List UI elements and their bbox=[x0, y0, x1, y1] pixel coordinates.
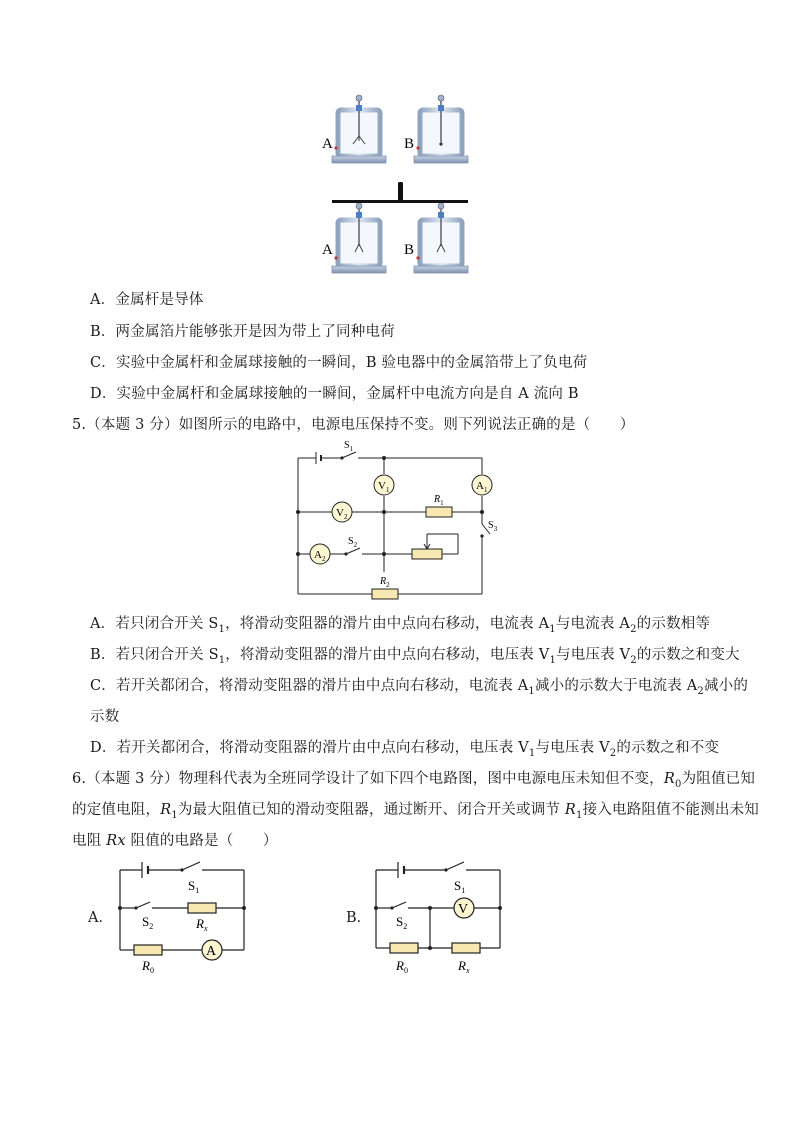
r1-label: $R_1$ bbox=[434, 494, 444, 507]
v1-meter bbox=[374, 475, 394, 495]
q6-stem-line2: 的定值电阻，$R_1$为最大阻值已知的滑动变阻器，通过断开、闭合开关或调节 $R_1$接入电路阻值不能测出未知 bbox=[72, 802, 759, 821]
label-b-bottom: B bbox=[404, 242, 415, 258]
q6a-r0-label: $R_0$ bbox=[142, 958, 154, 975]
q6-circuit-b bbox=[368, 856, 508, 976]
electroscope-b-top bbox=[414, 95, 468, 163]
q5-option-c: C．若开关都闭合，将滑动变阻器的滑片由中点向右移动，电流表 $A_1$减小的示数大于电流表 $A_2$减小的 bbox=[90, 678, 749, 697]
label-b-top: B bbox=[404, 136, 415, 152]
q6a-s2-label: $S_2$ bbox=[142, 914, 154, 931]
q4-option-b: B．两金属箔片能够张开是因为带上了同种电荷 bbox=[90, 324, 395, 340]
q4-option-d: D．实验中金属杆和金属球接触的一瞬间，金属杆中电流方向是自 A 流向 B bbox=[90, 386, 579, 402]
q6-stem-line3: 电阻 Rx 阻值的电路是（ ） bbox=[72, 833, 278, 849]
q5-circuit-figure bbox=[292, 436, 502, 606]
q6a-rx-label: $R_x$ bbox=[196, 916, 208, 933]
svg-text:A1: $A_1$ bbox=[476, 480, 488, 494]
electroscope-b-bottom bbox=[414, 203, 468, 273]
svg-text:A2: $A_2$ bbox=[314, 549, 326, 563]
svg-text:V2: $V_2$ bbox=[336, 507, 348, 521]
electroscope-figure bbox=[318, 94, 478, 284]
q6b-rx-label: $R_x$ bbox=[458, 958, 470, 975]
q6-circuit-a bbox=[112, 856, 252, 976]
electroscope-a-top bbox=[332, 95, 386, 163]
ammeter-a bbox=[202, 940, 222, 960]
voltmeter-b bbox=[454, 898, 474, 918]
q6b-s1-label: $S_1$ bbox=[454, 878, 466, 895]
r2-label: $R_2$ bbox=[380, 576, 390, 589]
s3-label: $S_3$ bbox=[488, 520, 498, 533]
electroscope-a-bottom bbox=[332, 203, 386, 273]
q6a-s1-label: $S_1$ bbox=[188, 878, 200, 895]
rod-handle bbox=[398, 182, 403, 201]
q5-option-c-continued: 示数 bbox=[90, 709, 120, 725]
q4-option-c: C．实验中金属杆和金属球接触的一瞬间，B 验电器中的金属箔带上了负电荷 bbox=[90, 355, 588, 371]
q6-option-b-label: B． bbox=[346, 910, 372, 926]
q5-stem: 5.（本题 3 分）如图所示的电路中，电源电压保持不变。则下列说法正确的是（ ） bbox=[72, 417, 635, 433]
q5-option-d: D．若开关都闭合，将滑动变阻器的滑片由中点向右移动，电压表 $V_1$与电压表 $V_2$的示数之和不变 bbox=[90, 740, 720, 759]
svg-text:V1: $V_1$ bbox=[378, 480, 390, 494]
q6-option-a-label: A． bbox=[88, 910, 113, 926]
q6b-s2-label: $S_2$ bbox=[396, 914, 408, 931]
s1-label: $S_1$ bbox=[344, 440, 354, 453]
s2-label: $S_2$ bbox=[348, 536, 358, 549]
q4-option-a: A．金属杆是导体 bbox=[90, 292, 204, 308]
q6-stem-line1: 6.（本题 3 分）物理科代表为全班同学设计了如下四个电路图，图中电源电压未知但不变，$R_0$为阻值已知 bbox=[72, 771, 756, 790]
svg-text:A: A bbox=[206, 944, 217, 959]
a2-meter bbox=[310, 544, 330, 564]
label-a-top: A bbox=[322, 136, 333, 152]
v2-meter bbox=[332, 502, 352, 522]
a1-meter bbox=[472, 475, 492, 495]
q6b-r0-label: $R_0$ bbox=[396, 958, 408, 975]
q5-option-b: B．若只闭合开关 $S_1$，将滑动变阻器的滑片由中点向右移动，电压表 $V_1$与电压表 $V_2$的示数之和变大 bbox=[90, 647, 740, 666]
svg-text:V: V bbox=[458, 902, 469, 917]
q5-option-a: A．若只闭合开关 $S_1$，将滑动变阻器的滑片由中点向右移动，电流表 $A_1$与电流表 $A_2$的示数相等 bbox=[90, 616, 711, 635]
label-a-bottom: A bbox=[322, 242, 333, 258]
